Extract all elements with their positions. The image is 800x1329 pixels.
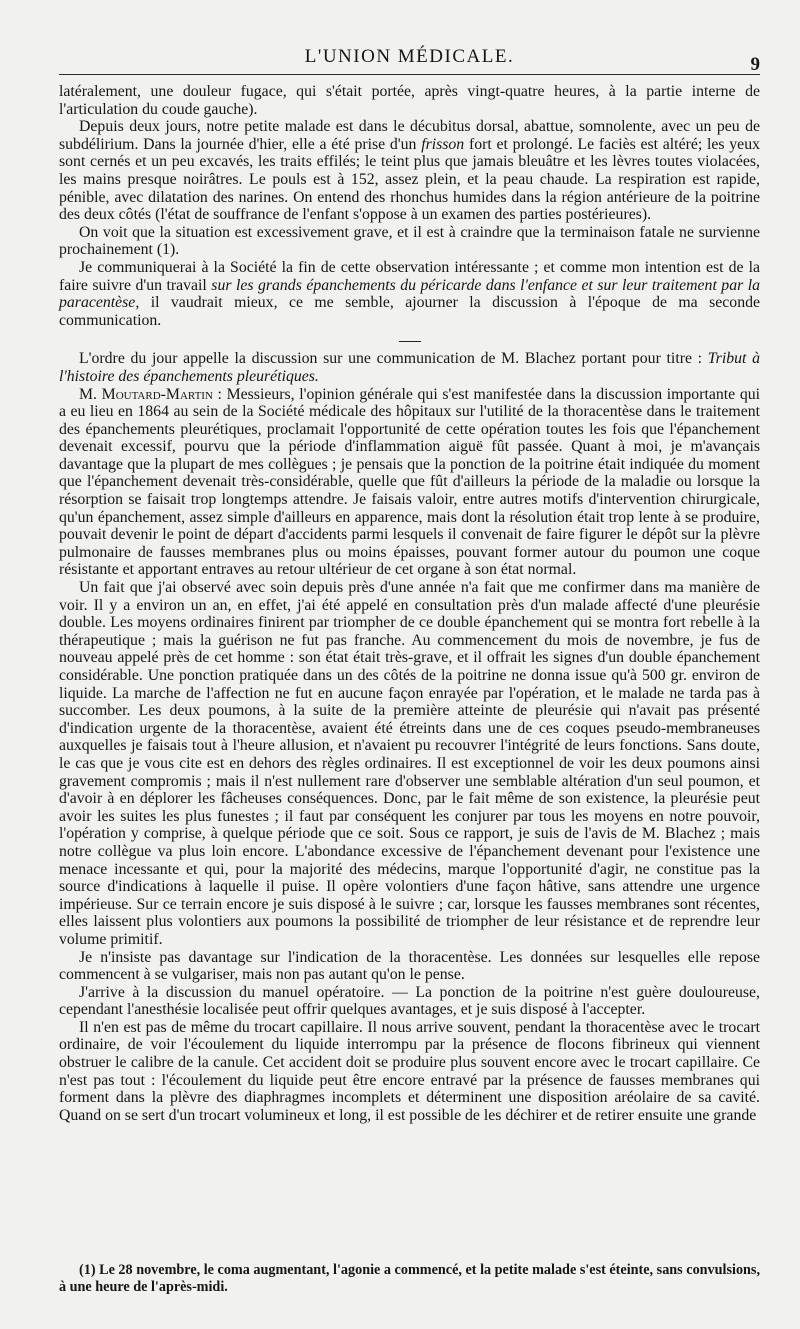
paragraph [59, 579, 760, 948]
running-header [59, 42, 760, 75]
paragraph [59, 984, 760, 1019]
footnote: (1) Le 28 novembre, le coma augmentant, l'agonie a commencé, et la petite malade s'est éteinte, sans convulsions, à une heure de l'après-midi. [59, 1262, 760, 1295]
article-body [59, 83, 760, 1124]
text-run: il vaudrait mieux, ce me semble, ajourner la discussion à l'époque de ma seconde communication. [59, 294, 760, 329]
paragraph [59, 386, 760, 580]
text-run: Tribut à l'histoire des épanchements pleurétiques. [59, 350, 760, 385]
text-run: Un fait que j'ai observé avec soin depuis près d'une année n'a fait que me confirmer dans ma manière de voir. Il y a environ un an, en effet, j'ai été appelé en consultation près d'un malade affecté d'une pleurésie double. Les moyens ordinaires finirent par triompher de ce double épanchement qui se montra fort rebelle à la thérapeutique ; mais la guérison ne fut pas franche. Au commencement du mois de novembre, je fus de nouveau appelé près de cet homme : son état était très-grave, et il offrait les signes d'un double épanchement considérable. Une ponction pratiquée dans un des côtés de la poitrine ne donna issue qu'à 500 gr. environ de liquide. La marche de l'affection ne fut en aucune façon enrayée par l'opération, et le malade ne tarda pas à succomber. Les deux poumons, à la suite de la première atteinte de pleurésie qui n'avait pas présenté d'indication urgente de la thoracentèse, avaient été étreints dans une de ces coques pseudo-membraneuses auxquelles je faisais tout à l'heure allusion, et n'avaient pu recouvrer l'intégrité de leurs fonctions. Sans doute, le cas que je vous cite est en dehors des règles ordinaires. Il est exceptionnel de voir les deux poumons ainsi gravement compromis ; mais il n'est nullement rare d'observer une semblable altération d'un seul poumon, et d'avoir à en déplorer les fâcheuses conséquences. Donc, par le fait même de son existence, la pleurésie peut avoir les suites les plus funestes ; il faut par conséquent les conjurer par tous les moyens en notre pouvoir, l'opération y comprise, à quelque période que ce soit. Sous ce rapport, je suis de l'avis de M. Blachez ; mais notre collègue va plus loin encore. L'abondance excessive de l'épanchement devenant pour l'existence une menace incessante et qui, pour la majorité des médecins, marque l'opportunité d'agir, ne constitue pas la source d'indications à laquelle il puise. Il opère volontiers d'une façon hâtive, sans attendre une urgence impérieuse. Sur ce terrain encore je suis disposé à le suivre ; car, lorsque les fausses membranes sont récentes, elles laissent plus volontiers aux poumons la possibilité de triompher de leur résistance et de reprendre leur volume primitif. [59, 579, 760, 948]
text-run: sur les grands épanchements du péricarde dans l'enfance et sur leur traitement par la paracentèse, [59, 276, 760, 312]
text-run: Moutard-Martin [101, 385, 213, 403]
text-run: On voit que la situation est excessivement grave, et il est à craindre que la terminaison fatale ne survienne prochainement (1). [59, 223, 760, 259]
text-run: Je communiquerai à la Société la fin de cette observation intéressante ; et comme mon intention est de la faire suivre d'un travail [59, 258, 760, 294]
paragraph [59, 1019, 760, 1125]
text-run: Il n'en est pas de même du trocart capillaire. Il nous arrive souvent, pendant la thoracentèse avec le trocart ordinaire, de voir l'écoulement du liquide interrompu par la présence de flocons fibrineux qui viennent obstruer le calibre de la canule. Cet accident doit se produire plus souvent encore avec le trocart capillaire. Ce n'est pas tout : l'écoulement du liquide peut être encore entravé par la présence de fausses membranes qui forment dans la plèvre des diaphragmes incomplets et déterminent une disposition aréolaire de sa cavité. Quand on se sert d'un trocart volumineux et long, il est possible de les déchirer et de retirer ensuite une grande [59, 1018, 760, 1124]
paragraph [59, 83, 760, 118]
text-run: : Messieurs, l'opinion générale qui s'est manifestée dans la discussion importante qui a eu lieu en 1864 au sein de la Société médicale des hôpitaux sur l'utilité de la thoracentèse dans le traitement des épanchements pleurétiques, proclamait l'opportunité de cette opération toutes les fois que l'épanchement devenait excessif, pourvu que la période d'inflammation aiguë fût passée. Quant à moi, je m'avançais davantage que la plupart de mes collègues ; je pensais que la ponction de la poitrine était indiquée du moment que l'épanchement devenait très-considérable, quelle que fût d'ailleurs la période de la maladie ou lorsque la résorption se faisait trop longtemps attendre. Je faisais valoir, entre autres motifs d'intervention chirurgicale, qu'un épanchement, assez simple d'ailleurs en apparence, mais dont la résolution était trop lente à se produire, pouvait devenir le point de départ d'accidents parmi lesquels il convenait de faire figurer le dépôt sur la plèvre pulmonaire de fausses membranes plus ou moins épaisses, pouvant former autour du poumon une coque résistante et apportant entraves au retour ultérieur de cet organe à son état normal. [59, 385, 761, 579]
paragraph [59, 949, 760, 984]
text-run: Je n'insiste pas davantage sur l'indication de la thoracentèse. Les données sur lesquelles elle repose commencent à se vulgariser, mais non pas autant qu'on le pense. [59, 948, 760, 984]
text-run: J'arrive à la discussion du manuel opératoire. — La ponction de la poitrine n'est guère douloureuse, cependant l'anesthésie localisée peut offrir quelques avantages, et je suis disposé à l'accepter. [59, 983, 760, 1019]
text-run: latéralement, une douleur fugace, qui s'était portée, après vingt-quatre heures, à la partie interne de l'articulation du coude gauche). [59, 83, 760, 118]
text-run: L'ordre du jour appelle la discussion sur une communication de M. Blachez portant pour titre : [79, 350, 708, 368]
text-run: Depuis deux jours, notre petite malade est dans le décubitus dorsal, abattue, somnolente, avec un peu de subdélirium. Dans la journée d'hier, elle a été prise d'un [59, 118, 760, 153]
text-run: fort et prolongé. Le faciès est altéré; les yeux sont cernés et un peu excavés, les traits effilés; le teint plus que jamais bleuâtre et les lèvres toutes violacées, les mains presque noirâtres. Le pouls est à 152, assez plein, et la peau chaude. La respiration est rapide, pénible, avec dilatation des narines. On entend des rhonchus humides dans la région antérieure de la poitrine des deux côtés (l'état de souffrance de l'enfant s'oppose à un examen des parties postérieures). [59, 135, 760, 224]
paragraph [59, 224, 760, 259]
text-run: M. [79, 385, 102, 403]
page-number: 9 [750, 54, 760, 75]
paragraph [59, 118, 760, 224]
paragraph [59, 350, 760, 385]
text-run: frisson [421, 135, 465, 153]
journal-title: L'UNION MÉDICALE. [304, 46, 515, 67]
paragraph [59, 259, 760, 329]
section-separator [399, 341, 421, 342]
